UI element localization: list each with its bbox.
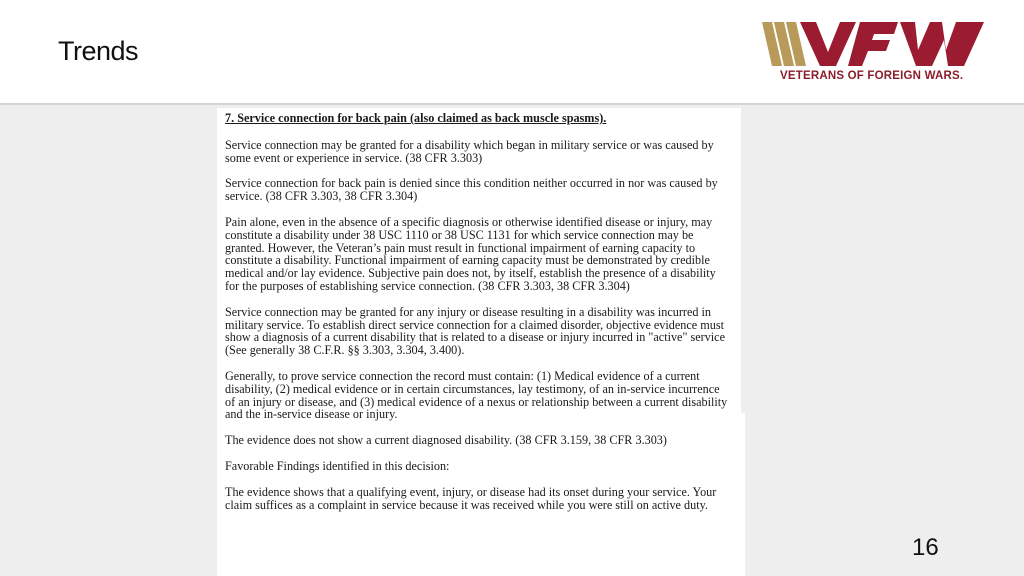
document-paragraph: Pain alone, even in the absence of a specific diagnosis or otherwise identified disease or injury, may constitute a disability under 38 USC 1110 or 38 USC 1131 for which service connection may be granted. However, the Veteran’s pain must result in functional impairment of earning capacity to constitute a disability. Functional impairment of earning capacity must be demonstrated by credible medical and/or lay evidence. Subjective pain does not, by itself, establish the presence of a disability for the purposes of establishing service connection. (38 CFR 3.303, 38 CFR 3.304) xyxy=(225,214,716,293)
document-paragraph: Service connection may be granted for a disability which began in military service or was caused by some event or experience in service. (38 CFR 3.303) xyxy=(225,137,714,165)
document-paragraph: Service connection for back pain is denied since this condition neither occurred in nor was caused by service. (38 CFR 3.303, 38 CFR 3.304) xyxy=(225,176,718,204)
vfw-logo xyxy=(760,20,986,86)
document-paragraph: The evidence shows that a qualifying event, injury, or disease had its onset during your service. Your claim suffices as a complaint in service because it was received while you were still on active duty. xyxy=(225,484,717,512)
vfw-logo-mark xyxy=(760,20,986,68)
header-divider xyxy=(0,103,1024,105)
document-paragraph: The evidence does not show a current diagnosed disability. (38 CFR 3.159, 38 CFR 3.303) xyxy=(225,433,667,448)
document-text xyxy=(225,112,731,524)
slide-title: Trends xyxy=(58,36,139,66)
logo-subtitle: VETERANS OF FOREIGN WARS. xyxy=(780,70,964,82)
document-paragraph: Service connection may be granted for any injury or disease resulting in a disability was incurred in military service. To establish direct service connection for a claimed disorder, objective evidence must show a diagnosis of a current disability that is related to a disease or injury incurred in "active" service (See generally 38 C.F.R. §§ 3.303, 3.304, 3.400). xyxy=(225,304,726,358)
document-paragraph: Favorable Findings identified in this decision: xyxy=(225,458,450,473)
page-number: 16 xyxy=(912,534,939,561)
document-heading: 7. Service connection for back pain (also claimed as back muscle spasms). xyxy=(225,111,607,125)
document-paragraph: Generally, to prove service connection the record must contain: (1) Medical evidence of a current disability, (2) medical evidence or in certain circumstances, lay testimony, of an in-service incurrence of an injury or disease, and (3) medical evidence of a nexus or relationship between a current disability and the in-service disease or injury. xyxy=(225,368,728,422)
